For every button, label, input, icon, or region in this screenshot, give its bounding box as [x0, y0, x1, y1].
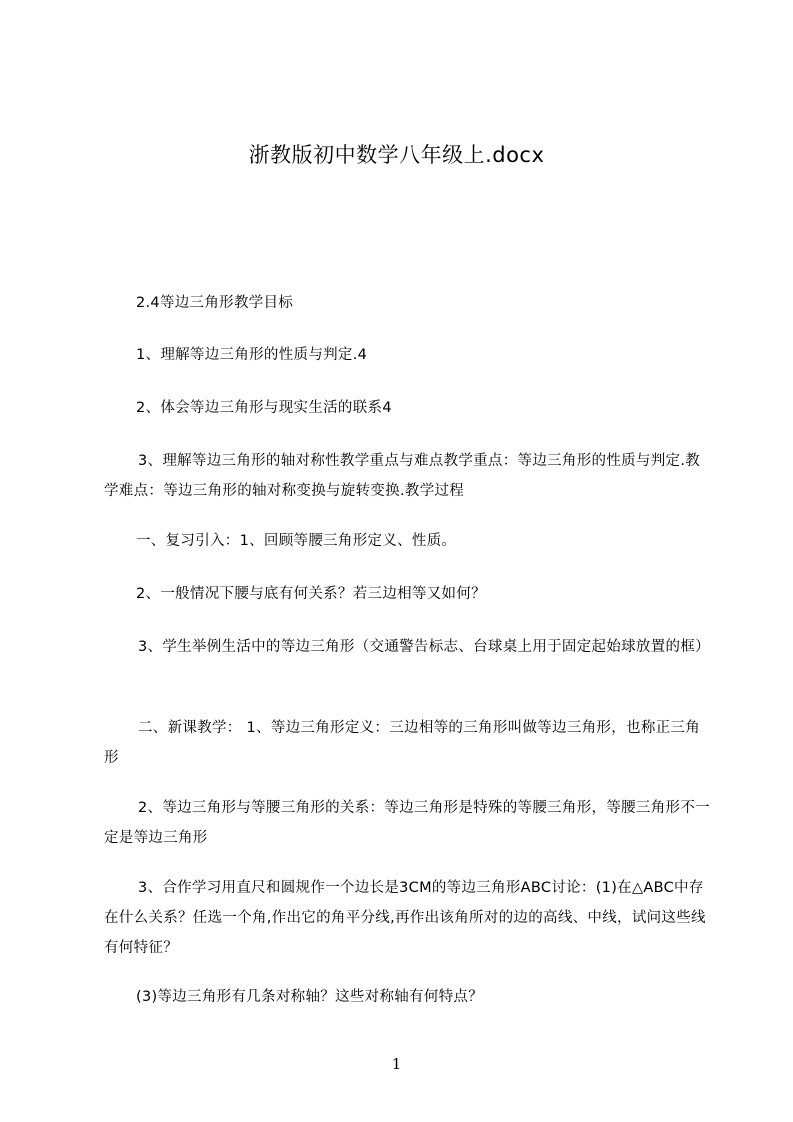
paragraph-cooperative-learning: 3、合作学习用直尺和圆规作一个边长是3CM的等边三角形ABC讨论：(1)在△ABC中存在什么关系？任选一个角,作出它的角平分线,再作出该角所对的边的高线、中线，试问这些线有何特征？ — [104, 880, 706, 956]
paragraph-goal-1: 1、理解等边三角形的性质与判定.4 — [136, 347, 368, 363]
document-title: 浙教版初中数学八年级上.docx — [248, 143, 545, 167]
paragraph-review-intro: 一、复习引入：1、回顾等腰三角形定义、性质。 — [136, 533, 457, 549]
paragraph-symmetry-question: (3)等边三角形有几条对称轴？这些对称轴有何特点？ — [136, 989, 484, 1005]
paragraph-new-lesson: 二、新课教学： 1、等边三角形定义：三边相等的三角形叫做等边三角形，也称正三角形 — [104, 720, 701, 766]
paragraph-teaching-goal: 2.4等边三角形教学目标 — [136, 295, 294, 311]
paragraph-goal-2: 2、体会等边三角形与现实生活的联系4 — [136, 400, 392, 416]
page-number: 1 — [391, 1055, 402, 1073]
paragraph-goal-3: 3、理解等边三角形的轴对称性教学重点与难点教学重点：等边三角形的性质与判定.教学难点：等边三角形的轴对称变换与旋转变换.教学过程 — [104, 453, 701, 499]
paragraph-relation: 2、等边三角形与等腰三角形的关系：等边三角形是特殊的等腰三角形，等腰三角形不一定是等边三角形 — [104, 800, 710, 846]
paragraph-review-3: 3、学生举例生活中的等边三角形（交通警告标志、台球桌上用于固定起始球放置的框） — [138, 639, 710, 655]
paragraph-review-2: 2、一般情况下腰与底有何关系？若三边相等又如何？ — [136, 586, 486, 602]
